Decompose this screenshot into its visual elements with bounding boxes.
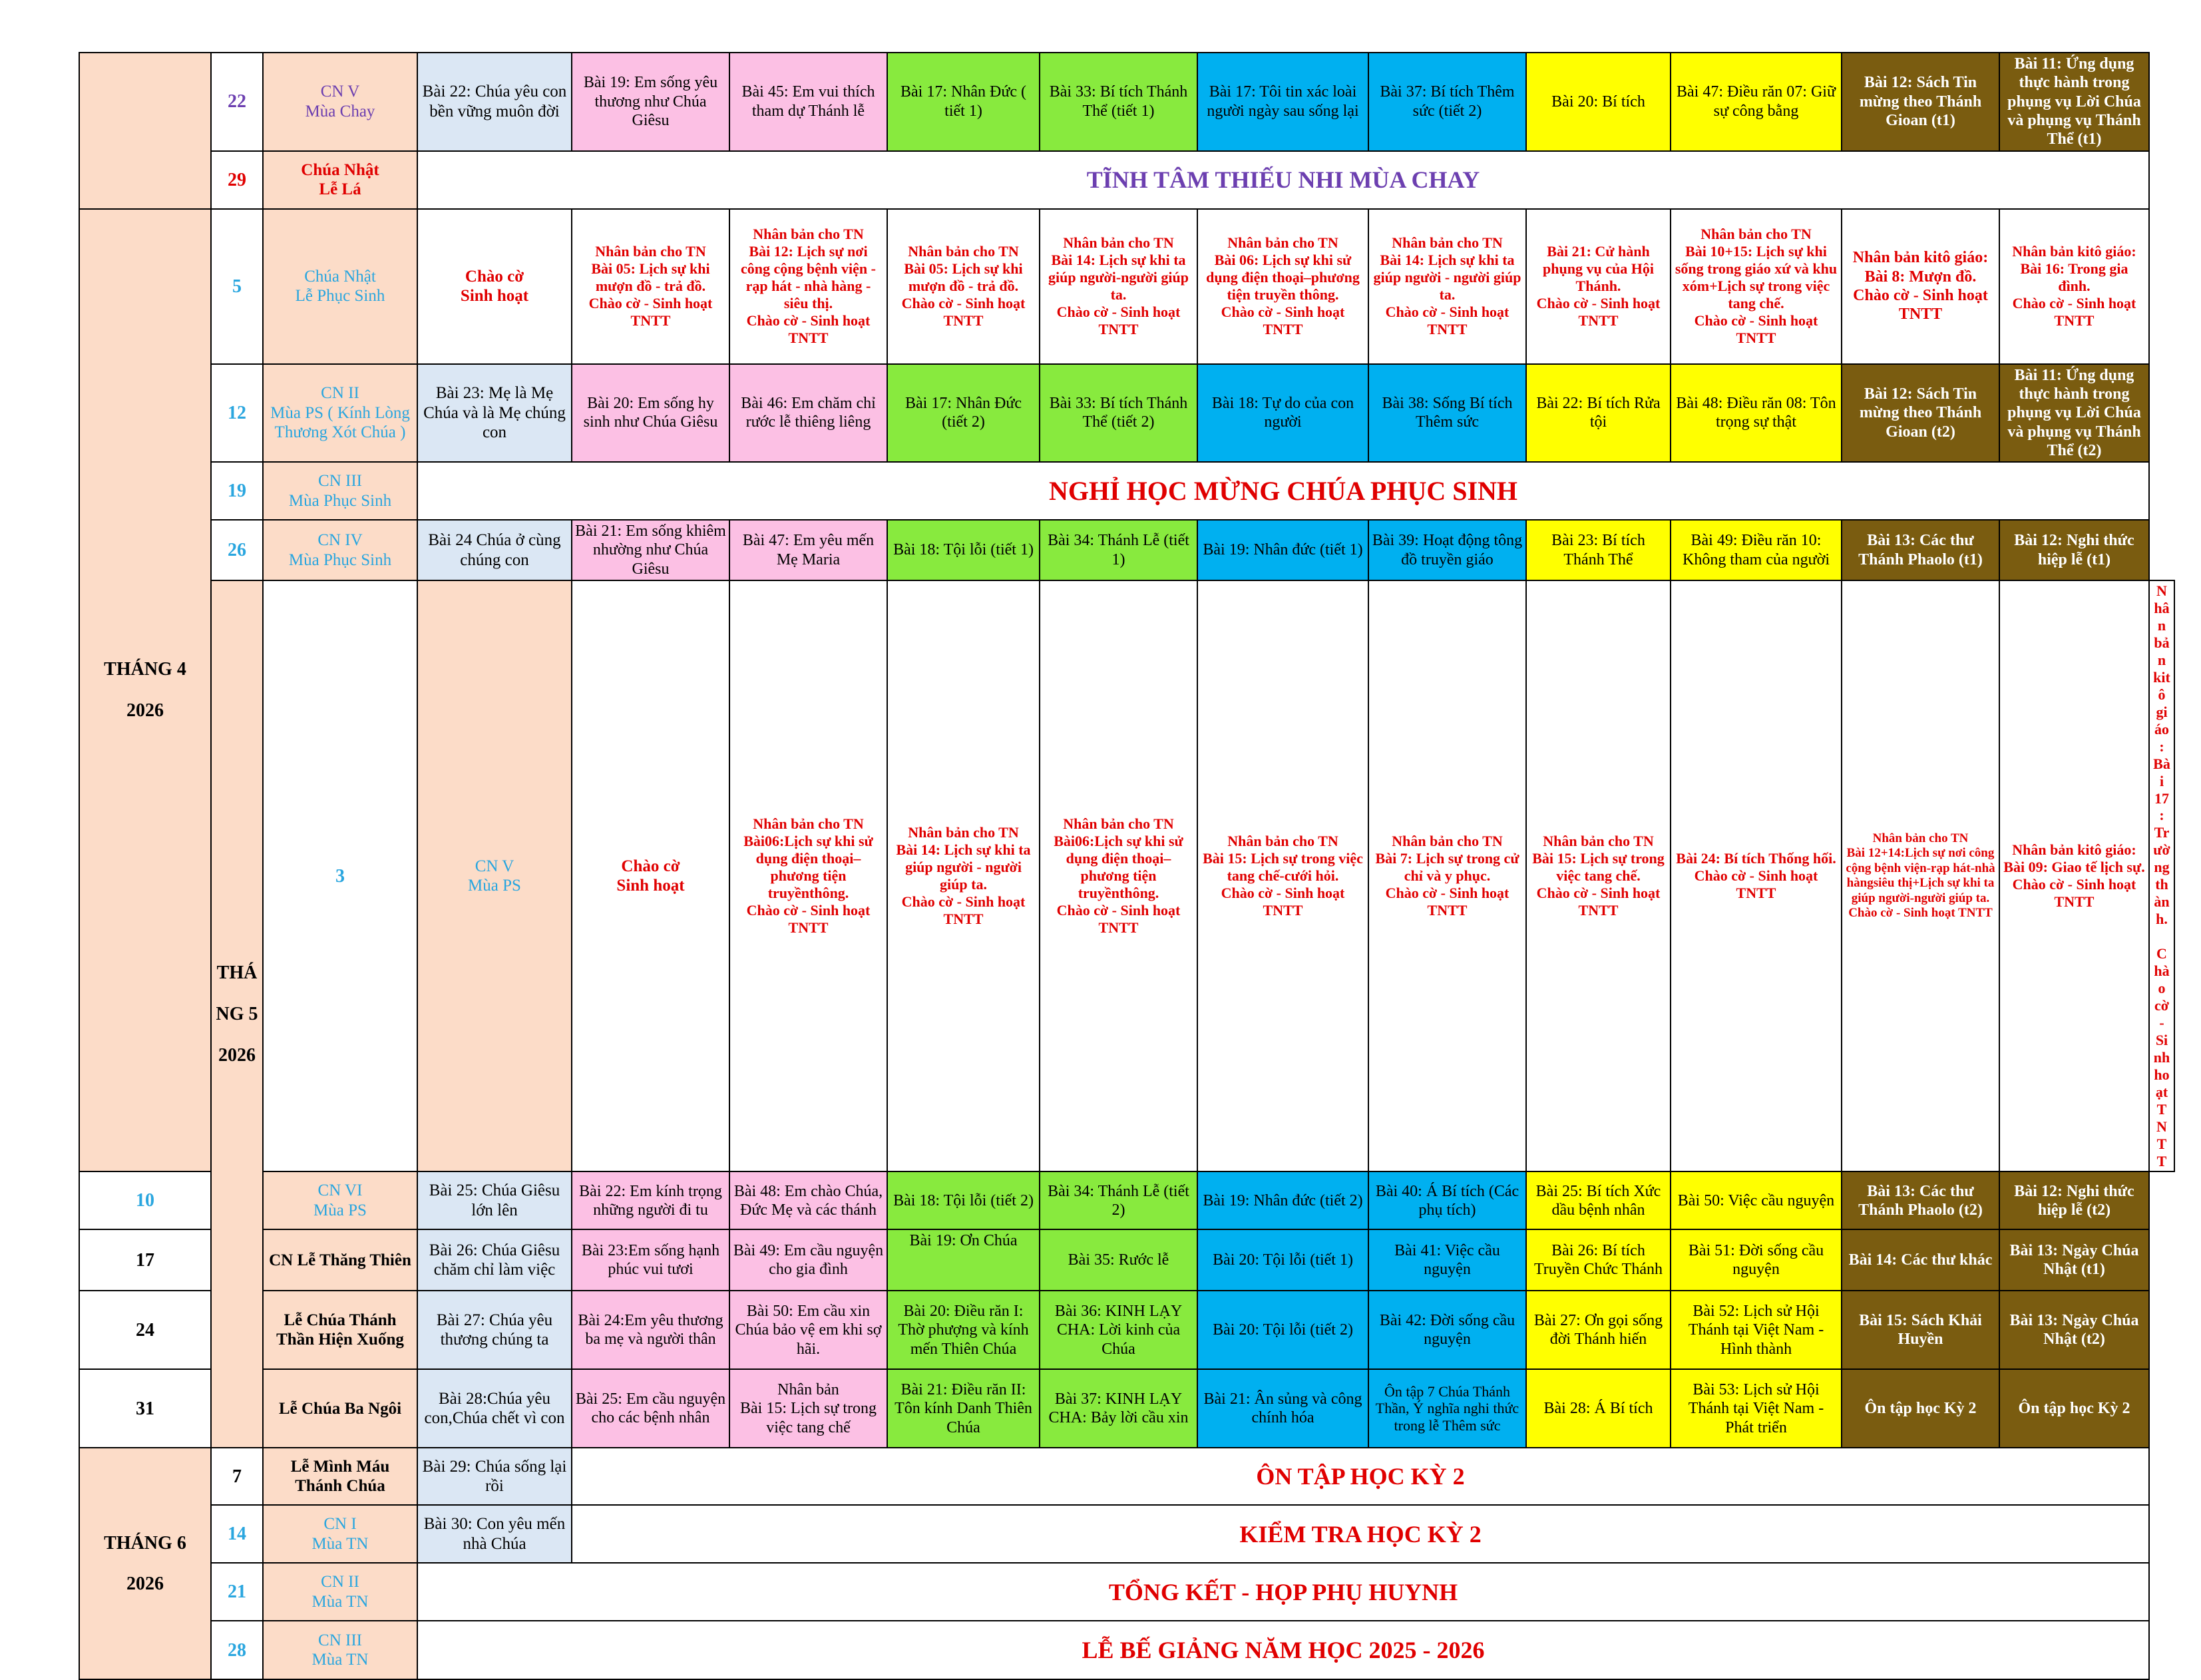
r31-c4: Bài 21: Điều răn II: Tôn kính Danh Thiên Chúa [887, 1369, 1040, 1448]
row-19 [79, 462, 2174, 520]
r17-c11: Bài 13: Ngày Chúa Nhật (t1) [1999, 1229, 2149, 1291]
r24-c4: Bài 20: Điều răn I: Thờ phượng và kính mến Thiên Chúa [887, 1291, 1040, 1369]
r12-c9: Bài 48: Điều răn 08: Tôn trọng sự thật [1671, 364, 1842, 463]
r31-c6: Bài 21: Ân sủng và công chính hóa [1197, 1369, 1368, 1448]
day-12: 12 [211, 364, 263, 463]
r22-c7: Bài 37: Bí tích Thêm sức (tiết 2) [1368, 53, 1526, 151]
r22-c11: Bài 11: Ứng dụng thực hành trong phụng vụ Lời Chúa và phụng vụ Thánh Thể (t1) [1999, 53, 2149, 151]
r24-c6: Bài 20: Tội lỗi (tiết 2) [1197, 1291, 1368, 1369]
sunday-10: CN VI Mùa PS [263, 1171, 417, 1229]
r5-c1: Chào cờ Sinh hoạt [417, 209, 572, 364]
r26-c2: Bài 21: Em sống khiêm nhường như Chúa Giêsu [572, 520, 729, 580]
catechism-schedule-table [79, 52, 2175, 1680]
row-24 [79, 1291, 2174, 1369]
r22-c10: Bài 12: Sách Tin mừng theo Thánh Gioan (t1) [1842, 53, 1999, 151]
row-3 [79, 580, 2174, 1171]
r22-c8: Bài 20: Bí tích [1526, 53, 1671, 151]
r3-c10: Nhân bản kitô giáo: Bài 09: Giao tế lịch sự. Chào cờ - Sinh hoạt TNTT [1999, 580, 2149, 1171]
r3-c1: Chào cờ Sinh hoạt [572, 580, 729, 1171]
r12-c1: Bài 23: Mẹ là Mẹ Chúa và là Mẹ chúng con [417, 364, 572, 463]
r10-c4: Bài 18: Tội lỗi (tiết 2) [887, 1171, 1040, 1229]
r26-c4: Bài 18: Tội lỗi (tiết 1) [887, 520, 1040, 580]
sunday-14: CN I Mùa TN [263, 1505, 417, 1563]
r31-c3: Nhân bản Bài 15: Lịch sự trong việc tang chế [729, 1369, 887, 1448]
day-17: 17 [79, 1229, 211, 1291]
sunday-17: CN Lễ Thăng Thiên [263, 1229, 417, 1291]
day-31: 31 [79, 1369, 211, 1448]
r5-c6: Nhân bản cho TN Bài 06: Lịch sự khi sử dụng điện thoại–phương tiện truyền thông. Chào cờ - Sinh hoạt TNTT [1197, 209, 1368, 364]
r22-c1: Bài 22: Chúa yêu con bền vững muôn đời [417, 53, 572, 151]
r26-c3: Bài 47: Em yêu mến Mẹ Maria [729, 520, 887, 580]
r12-c8: Bài 22: Bí tích Rửa tội [1526, 364, 1671, 463]
r24-c3: Bài 50: Em cầu xin Chúa bảo vệ em khi sợ hãi. [729, 1291, 887, 1369]
r22-c2: Bài 19: Em sống yêu thương như Chúa Giêsu [572, 53, 729, 151]
r17-c2: Bài 23:Em sống hạnh phúc vui tươi [572, 1229, 729, 1291]
r31-c5: Bài 37: KINH LẠY CHA: Bảy lời cầu xin [1040, 1369, 1197, 1448]
r17-c7: Bài 41: Việc cầu nguyện [1368, 1229, 1526, 1291]
day-5: 5 [211, 209, 263, 364]
banner-easter-break: NGHỈ HỌC MỪNG CHÚA PHỤC SINH [417, 462, 2149, 520]
r5-c4: Nhân bản cho TN Bài 05: Lịch sự khi mượn đồ - trả đồ. Chào cờ - Sinh hoạt TNTT [887, 209, 1040, 364]
month-june: THÁNG 6 2026 [79, 1448, 211, 1679]
r3-c9: Nhân bản cho TN Bài 12+14:Lịch sự nơi công cộng bệnh viện-rạp hát-nhà hàngsiêu thị+Lịch sự khi ta giúp người-người giúp ta. Chào cờ - Sinh hoạt TNTT [1842, 580, 1999, 1171]
r26-c6: Bài 19: Nhân đức (tiết 1) [1197, 520, 1368, 580]
r10-c3: Bài 48: Em chào Chúa, Đức Mẹ và các thánh [729, 1171, 887, 1229]
row-12 [79, 364, 2174, 463]
banner-exam: KIỂM TRA HỌC KỲ 2 [572, 1505, 2149, 1563]
r24-c2: Bài 24:Em yêu thương ba mẹ và người thân [572, 1291, 729, 1369]
r17-c5: Bài 35: Rước lễ [1040, 1229, 1197, 1291]
r22-c6: Bài 17: Tôi tin xác loài người ngày sau sống lại [1197, 53, 1368, 151]
r31-c7: Ôn tập 7 Chúa Thánh Thần, Ý nghĩa nghi thức trong lễ Thêm sức [1368, 1369, 1526, 1448]
row-29 [79, 151, 2174, 209]
r17-c9: Bài 51: Đời sống cầu nguyện [1671, 1229, 1842, 1291]
row-17 [79, 1229, 2174, 1291]
day-19: 19 [211, 462, 263, 520]
r10-c7: Bài 40: Á Bí tích (Các phụ tích) [1368, 1171, 1526, 1229]
r10-c2: Bài 22: Em kính trọng những người đi tu [572, 1171, 729, 1229]
row-10 [79, 1171, 2174, 1229]
r3-c6: Nhân bản cho TN Bài 7: Lịch sự trong cử chỉ và y phục. Chào cờ - Sinh hoạt TNTT [1368, 580, 1526, 1171]
r31-c10: Ôn tập học Kỳ 2 [1842, 1369, 1999, 1448]
day-21: 21 [211, 1563, 263, 1621]
r12-c2: Bài 20: Em sống hy sinh như Chúa Giêsu [572, 364, 729, 463]
r17-c6: Bài 20: Tội lỗi (tiết 1) [1197, 1229, 1368, 1291]
r3-c4: Nhân bản cho TN Bài06:Lịch sự khi sử dụng điện thoại–phương tiện truyềnthông. Chào cờ - Sinh hoạt TNTT [1040, 580, 1197, 1171]
r12-c5: Bài 33: Bí tích Thánh Thể (tiết 2) [1040, 364, 1197, 463]
r5-c3: Nhân bản cho TN Bài 12: Lịch sự nơi công cộng bệnh viện - rạp hát - nhà hàng - siêu thị. Chào cờ - Sinh hoạt TNTT [729, 209, 887, 364]
r24-c1: Bài 27: Chúa yêu thương chúng ta [417, 1291, 572, 1369]
r17-c1: Bài 26: Chúa Giêsu chăm chỉ làm việc [417, 1229, 572, 1291]
month-may: THÁNG 5 2026 [211, 580, 263, 1448]
r10-c5: Bài 34: Thánh Lễ (tiết 2) [1040, 1171, 1197, 1229]
day-7: 7 [211, 1448, 263, 1505]
r5-c9: Nhân bản cho TN Bài 10+15: Lịch sự khi sống trong giáo xứ và khu xóm+Lịch sự trong việc tang chế. Chào cờ - Sinh hoạt TNTT [1671, 209, 1842, 364]
r12-c3: Bài 46: Em chăm chỉ rước lễ thiêng liêng [729, 364, 887, 463]
day-14: 14 [211, 1505, 263, 1563]
r24-c7: Bài 42: Đời sống cầu nguyện [1368, 1291, 1526, 1369]
schedule-table-wrapper [79, 52, 2175, 1680]
r31-c2: Bài 25: Em cầu nguyện cho các bệnh nhân [572, 1369, 729, 1448]
r5-c2: Nhân bản cho TN Bài 05: Lịch sự khi mượn đồ - trả đồ. Chào cờ - Sinh hoạt TNTT [572, 209, 729, 364]
r24-c10: Bài 15: Sách Khải Huyền [1842, 1291, 1999, 1369]
banner-review: ÔN TẬP HỌC KỲ 2 [572, 1448, 2149, 1505]
r24-c9: Bài 52: Lịch sử Hội Thánh tại Việt Nam - Hình thành [1671, 1291, 1842, 1369]
r31-c1: Bài 28:Chúa yêu con,Chúa chết vì con [417, 1369, 572, 1448]
r14-c1: Bài 30: Con yêu mến nhà Chúa [417, 1505, 572, 1563]
row-31 [79, 1369, 2174, 1448]
r26-c5: Bài 34: Thánh Lễ (tiết 1) [1040, 520, 1197, 580]
r3-c7: Nhân bản cho TN Bài 15: Lịch sự trong việc tang chế. Chào cờ - Sinh hoạt TNTT [1526, 580, 1671, 1171]
sunday-21: CN II Mùa TN [263, 1563, 417, 1621]
r3-c2: Nhân bản cho TN Bài06:Lịch sự khi sử dụng điện thoại–phương tiện truyềnthông. Chào cờ - Sinh hoạt TNTT [729, 580, 887, 1171]
r3-c3: Nhân bản cho TN Bài 14: Lịch sự khi ta giúp người - người giúp ta. Chào cờ - Sinh hoạt TNTT [887, 580, 1040, 1171]
day-10: 10 [79, 1171, 211, 1229]
r5-c7: Nhân bản cho TN Bài 14: Lịch sự khi ta giúp người - người giúp ta. Chào cờ - Sinh hoạt TNTT [1368, 209, 1526, 364]
r5-c5: Nhân bản cho TN Bài 14: Lịch sự khi ta giúp người-người giúp ta. Chào cờ - Sinh hoạt TNTT [1040, 209, 1197, 364]
r5-c8: Bài 21: Cử hành phụng vụ của Hội Thánh. Chào cờ - Sinh hoạt TNTT [1526, 209, 1671, 364]
month-april: THÁNG 4 2026 [79, 209, 211, 1172]
row-21 [79, 1563, 2174, 1621]
banner-closing: LỄ BẾ GIẢNG NĂM HỌC 2025 - 2026 [417, 1621, 2149, 1679]
r3-c5: Nhân bản cho TN Bài 15: Lịch sự trong việc tang chế-cưới hỏi. Chào cờ - Sinh hoạt TNTT [1197, 580, 1368, 1171]
row-7 [79, 1448, 2174, 1505]
r3-c8: Bài 24: Bí tích Thống hối. Chào cờ - Sinh hoạt TNTT [1671, 580, 1842, 1171]
sunday-12: CN II Mùa PS ( Kính Lòng Thương Xót Chúa ) [263, 364, 417, 463]
day-22: 22 [211, 53, 263, 151]
row-28 [79, 1621, 2174, 1679]
r7-c1: Bài 29: Chúa sống lại rồi [417, 1448, 572, 1505]
r17-c8: Bài 26: Bí tích Truyền Chức Thánh [1526, 1229, 1671, 1291]
r10-c8: Bài 25: Bí tích Xức dầu bệnh nhân [1526, 1171, 1671, 1229]
sunday-3: CN V Mùa PS [417, 580, 572, 1171]
r12-c10: Bài 12: Sách Tin mừng theo Thánh Gioan (t2) [1842, 364, 1999, 463]
r12-c6: Bài 18: Tự do của con người [1197, 364, 1368, 463]
sunday-26: CN IV Mùa Phục Sinh [263, 520, 417, 580]
banner-retreat: TĨNH TÂM THIẾU NHI MÙA CHAY [417, 151, 2149, 209]
r10-c6: Bài 19: Nhân đức (tiết 2) [1197, 1171, 1368, 1229]
r26-c9: Bài 49: Điều răn 10: Không tham của người [1671, 520, 1842, 580]
r22-c3: Bài 45: Em vui thích tham dự Thánh lễ [729, 53, 887, 151]
day-3: 3 [263, 580, 417, 1171]
sunday-5: Chúa Nhật Lễ Phục Sinh [263, 209, 417, 364]
row-5 [79, 209, 2174, 364]
sunday-24: Lễ Chúa Thánh Thần Hiện Xuống [263, 1291, 417, 1369]
day-29: 29 [211, 151, 263, 209]
r10-c10: Bài 13: Các thư Thánh Phaolo (t2) [1842, 1171, 1999, 1229]
r31-c11: Ôn tập học Kỳ 2 [1999, 1369, 2149, 1448]
r24-c5: Bài 36: KINH LẠY CHA: Lời kinh của Chúa [1040, 1291, 1197, 1369]
row-22 [79, 53, 2174, 151]
r10-c11: Bài 12: Nghi thức hiệp lễ (t2) [1999, 1171, 2149, 1229]
r26-c10: Bài 13: Các thư Thánh Phaolo (t1) [1842, 520, 1999, 580]
r26-c1: Bài 24 Chúa ở cùng chúng con [417, 520, 572, 580]
month-march-blank [79, 53, 211, 209]
r3-c11: Nhân bản kitô giáo: Bài 17: Trường thành. Chào cờ - Sinh hoạt TNTT [2149, 580, 2174, 1171]
banner-summary: TỔNG KẾT - HỌP PHỤ HUYNH [417, 1563, 2149, 1621]
r26-c11: Bài 12: Nghi thức hiệp lễ (t1) [1999, 520, 2149, 580]
sunday-22: CN V Mùa Chay [263, 53, 417, 151]
r17-c3: Bài 49: Em cầu nguyện cho gia đình [729, 1229, 887, 1291]
r31-c9: Bài 53: Lịch sử Hội Thánh tại Việt Nam - Phát triển [1671, 1369, 1842, 1448]
sunday-29: Chúa Nhật Lễ Lá [263, 151, 417, 209]
sunday-7: Lễ Mình Máu Thánh Chúa [263, 1448, 417, 1505]
r24-c11: Bài 13: Ngày Chúa Nhật (t2) [1999, 1291, 2149, 1369]
r22-c4: Bài 17: Nhân Đức ( tiết 1) [887, 53, 1040, 151]
r5-c10: Nhân bản kitô giáo: Bài 8: Mượn đồ. Chào cờ - Sinh hoạt TNTT [1842, 209, 1999, 364]
r22-c5: Bài 33: Bí tích Thánh Thể (tiết 1) [1040, 53, 1197, 151]
r12-c7: Bài 38: Sống Bí tích Thêm sức [1368, 364, 1526, 463]
r24-c8: Bài 27: Ơn gọi sống đời Thánh hiến [1526, 1291, 1671, 1369]
r22-c9: Bài 47: Điều răn 07: Giữ sự công bằng [1671, 53, 1842, 151]
r12-c11: Bài 11: Ứng dụng thực hành trong phụng vụ Lời Chúa và phụng vụ Thánh Thể (t2) [1999, 364, 2149, 463]
r10-c1: Bài 25: Chúa Giêsu lớn lên [417, 1171, 572, 1229]
r26-c8: Bài 23: Bí tích Thánh Thể [1526, 520, 1671, 580]
row-14 [79, 1505, 2174, 1563]
sunday-28: CN III Mùa TN [263, 1621, 417, 1679]
day-24: 24 [79, 1291, 211, 1369]
r12-c4: Bài 17: Nhân Đức (tiết 2) [887, 364, 1040, 463]
r10-c9: Bài 50: Việc cầu nguyện [1671, 1171, 1842, 1229]
sunday-31: Lễ Chúa Ba Ngôi [263, 1369, 417, 1448]
day-26: 26 [211, 520, 263, 580]
r17-c10: Bài 14: Các thư khác [1842, 1229, 1999, 1291]
row-26 [79, 520, 2174, 580]
sunday-19: CN III Mùa Phục Sinh [263, 462, 417, 520]
r31-c8: Bài 28: Á Bí tích [1526, 1369, 1671, 1448]
r17-c4: Bài 19: Ơn Chúa [887, 1229, 1040, 1291]
r26-c7: Bài 39: Hoạt động tông đồ truyền giáo [1368, 520, 1526, 580]
r5-c11: Nhân bản kitô giáo: Bài 16: Trong gia đình. Chào cờ - Sinh hoạt TNTT [1999, 209, 2149, 364]
day-28: 28 [211, 1621, 263, 1679]
